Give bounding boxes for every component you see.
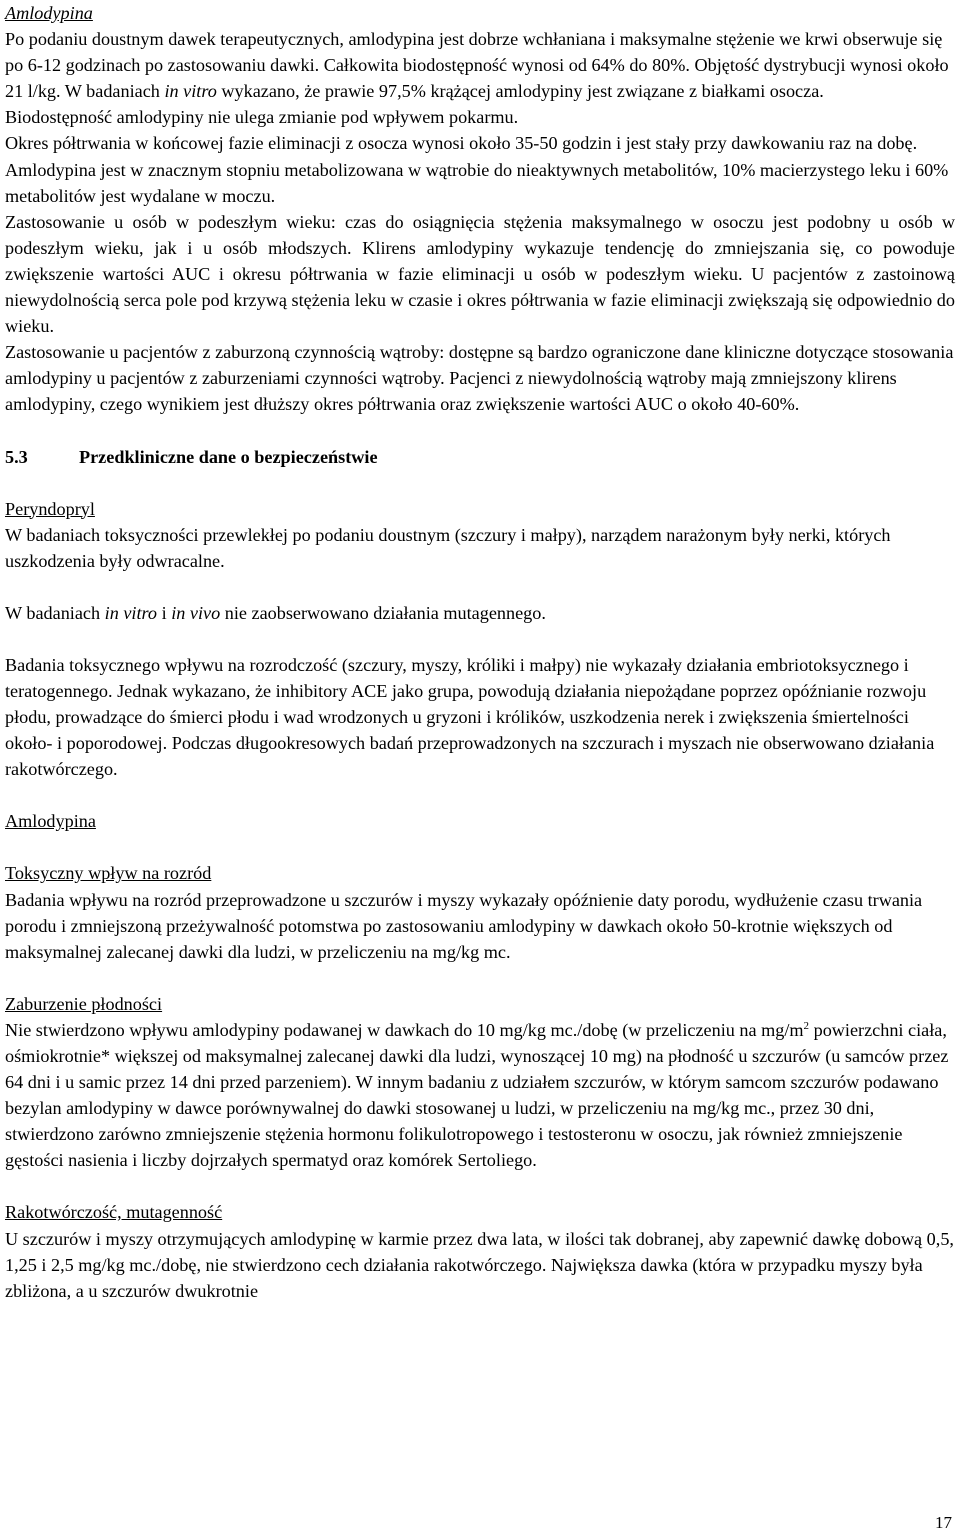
- pharmacokinetics-paragraph: Po podaniu doustnym dawek terapeutycznych, amlodypina jest dobrze wchłaniana i maksymalne stężenie we krwi obserwuje się po 6-12 godzinach po zastosowaniu dawki. Całkowita biodostępność wynosi od 64% do 80%. Objętość dystrybucji wynosi około 21 l/kg. W badaniach in vitro wykazano, że prawie 97,5% krążącej amlodypiny jest związane z białkami osocza.: [5, 29, 949, 102]
- peryndopryl-heading: Peryndopryl: [5, 498, 95, 519]
- reproductive-toxicity-paragraph: Badania toksycznego wpływu na rozrodczość (szczury, myszy, króliki i małpy) nie wykazały działania embriotoksycznego i teratogennego. Jednak wykazano, że inhibitory ACE jako grupa, powodują działania niepożądane poprzez opóźnianie rozwoju płodu, prowadzące do śmierci płodu i wad wrodzonych u gryzoni i królików, uszkodzenia nerek i zwiększenia śmiertelności około- i poporodowej. Podczas długookresowych badań przeprowadzonych na szczurach i myszach nie obserwowano działania rakotwórczego.: [5, 654, 935, 780]
- page-number: 17: [935, 1513, 952, 1532]
- fertility-paragraph: Nie stwierdzono wpływu amlodypiny podawanej w dawkach do 10 mg/kg mc./dobę (w przeliczeniu na $mg/m^2$ powierzchni ciała, ośmiokrotnie* większej od maksymalnej zalecanej dawki dla ludzi, wynoszącej 10 mg) na płodność u szczurów (u samców przez 64 dni i u samic przez 14 dni przed parzeniem). W innym badaniu z udziałem szczurów, w którym samcom szczurów podawano bezylan amlodypiny w dawce porównywalnej do dawki stosowanej u ludzi, w przeliczeniu na mg/kg mc., przez 30 dni, stwierdzono zarówno zmniejszenie stężenia hormonu folikulotropowego i testosteronu w osoczu, jak również zmniejszenie gęstości nasienia i liczby dojrzałych spermatyd oraz komórek Sertoliego.: [5, 1019, 949, 1171]
- reproduction-toxicity-paragraph: Badania wpływu na rozród przeprowadzone u szczurów i myszy wykazały opóźnienie daty porodu, wydłużenie czasu trwania porodu i zmniejszoną przeżywalność potomstwa po zastosowaniu amlodypiny w dawkach około 50-krotnie większych od maksymalnej zalecanej dawki dla ludzi, w przeliczeniu na mg/kg mc.: [5, 889, 923, 962]
- section-title: Przedkliniczne dane o bezpieczeństwie: [79, 446, 378, 467]
- fertility-heading: Zaburzenie płodności: [5, 993, 163, 1014]
- half-life-paragraph: Okres półtrwania w końcowej fazie eliminacji z osocza wynosi około 35-50 godzin i jest stały przy dawkowaniu raz na dobę. Amlodypina jest w znacznym stopniu metabolizowana w wątrobie do nieaktywnych metabolitów, 10% macierzystego leku i 60% metabolitów jest wydalane w moczu.: [5, 133, 949, 206]
- reproduction-toxicity-heading: Toksyczny wpływ na rozród: [5, 863, 212, 884]
- bioavailability-paragraph: Biodostępność amlodypiny nie ulega zmianie pod wpływem pokarmu.: [5, 107, 519, 128]
- carcinogenicity-heading: Rakotwórczość, mutagenność: [5, 1202, 223, 1223]
- carcinogenicity-paragraph: U szczurów i myszy otrzymujących amlodypinę w karmie przez dwa lata, w ilości tak dobranej, aby zapewnić dawkę dobową 0,5, 1,25 i 2,5 mg/kg mc./dobę, nie stwierdzono cech działania rakotwórczego. Największa dawka (która w przypadku myszy była zbliżona, a u szczurów dwukrotnie: [5, 1228, 954, 1301]
- elderly-paragraph: Zastosowanie u osób w podeszłym wieku: czas do osiągnięcia stężenia maksymalnego w osoczu jest podobny u osób w podeszłym wieku, jak i u osób młodszych. Klirens amlodypiny wykazuje tendencję do zmniejszania się, co powoduje zwiększenie wartości AUC i okresu półtrwania w fazie eliminacji u osób w podeszłym wieku. U pacjentów z zastoinową niewydolnością serca pole pod krzywą stężenia leku w czasie i okres półtrwania w fazie eliminacji zwiększają się odpowiednio do wieku.: [5, 211, 955, 337]
- amlodypina-section-2: [5, 808, 955, 1304]
- amlodypina-heading-2: Amlodypina: [5, 811, 96, 832]
- amlodypina-section-1: [5, 0, 955, 418]
- document-page: [5, 0, 955, 1304]
- section-number: 5.3: [5, 446, 28, 467]
- hepatic-paragraph: Zastosowanie u pacjentów z zaburzoną czynnością wątroby: dostępne są bardzo ograniczone dane kliniczne dotyczące stosowania amlodypiny u pacjentów z zaburzeniami czynności wątroby. Pacjenci z niewydolnością wątroby mają zmniejszony klirens amlodypiny, czego wynikiem jest dłuższy okres półtrwania oraz zwiększenie wartości AUC o około 40-60%.: [5, 342, 954, 415]
- chronic-toxicity-paragraph: W badaniach toksyczności przewlekłej po podaniu doustnym (szczury i małpy), narządem narażonym były nerki, których uszkodzenia były odwracalne.: [5, 524, 891, 571]
- amlodypina-heading: Amlodypina: [5, 3, 93, 23]
- peryndopryl-section: [5, 496, 955, 783]
- section-heading: [5, 444, 955, 470]
- mutagenicity-paragraph: W badaniach in vitro i in vivo nie zaobserwowano działania mutagennego.: [5, 602, 546, 623]
